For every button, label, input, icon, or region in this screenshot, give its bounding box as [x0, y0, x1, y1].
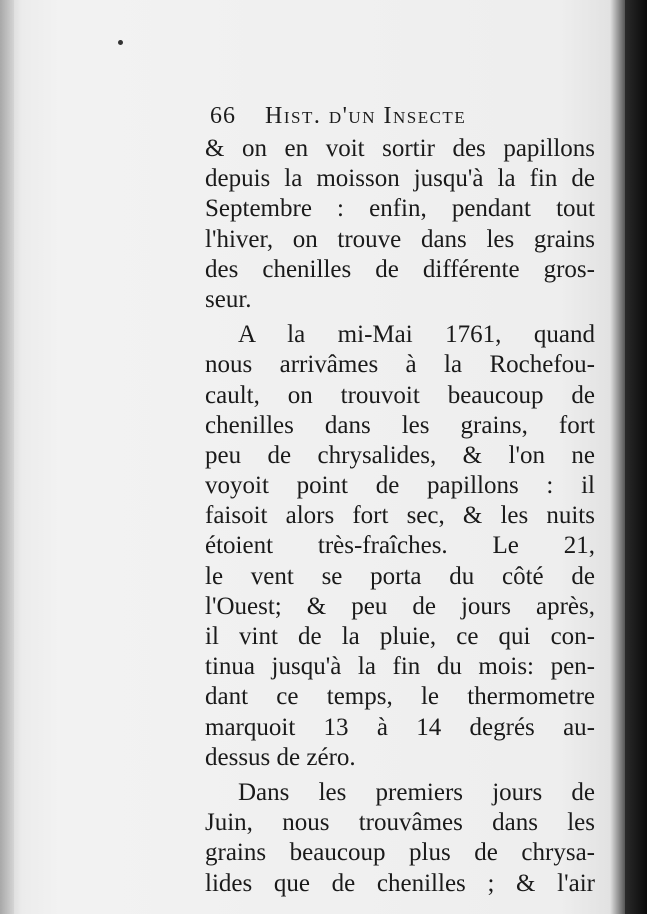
text-line: peu de chrysalides, & l'on ne	[205, 441, 595, 469]
body-text	[205, 134, 595, 899]
text-line: grains beaucoup plus de chrysa-	[205, 839, 595, 867]
text-line: des chenilles de différente gros-	[205, 255, 595, 283]
page-number: 66	[210, 103, 236, 129]
text-line: voyoit point de papillons : il	[205, 472, 595, 500]
page-gutter	[0, 0, 14, 914]
text-line: étoient très-fraîches. Le 21,	[205, 532, 595, 560]
text-line: & on en voit sortir des papillons	[205, 135, 595, 162]
text-line: dessus de zéro.	[205, 743, 356, 771]
text-line: depuis la moisson jusqu'à la fin de	[205, 165, 595, 193]
text-line: il vint de la pluie, ce qui con-	[205, 623, 595, 650]
paragraph	[205, 778, 595, 899]
text-line: l'hiver, on trouve dans les grains	[205, 225, 595, 253]
running-head: Hist. d'un Insecte	[265, 103, 467, 129]
text-line: lides que de chenilles ; & l'air	[205, 869, 595, 897]
text-line: nous arrivâmes à la Rochefou-	[205, 351, 595, 379]
page-header	[210, 103, 600, 137]
paragraph	[205, 320, 595, 773]
text-line: seur.	[205, 285, 252, 313]
text-line: faisoit alors fort sec, & les nuits	[205, 502, 595, 530]
text-line: tinua jusqu'à la fin du mois: pen-	[205, 653, 595, 681]
text-line: Dans les premiers jours de	[238, 778, 595, 806]
text-line: chenilles dans les grains, fort	[205, 411, 595, 439]
text-line: l'Ouest; & peu de jours après,	[205, 592, 595, 620]
text-line: marquoit 13 à 14 degrés au-	[205, 713, 595, 741]
text-line: Septembre : enfin, pendant tout	[205, 195, 595, 223]
text-line: A la mi-Mai 1761, quand	[238, 321, 595, 349]
text-line: dant ce temps, le thermometre	[205, 683, 595, 711]
text-line: le vent se porta du côté de	[205, 562, 595, 590]
page-edge-shadow	[625, 0, 647, 914]
ink-speck	[118, 40, 123, 45]
text-line: cault, on trouvoit beaucoup de	[205, 381, 595, 409]
text-line: Juin, nous trouvâmes dans les	[205, 809, 595, 837]
paragraph	[205, 134, 595, 315]
